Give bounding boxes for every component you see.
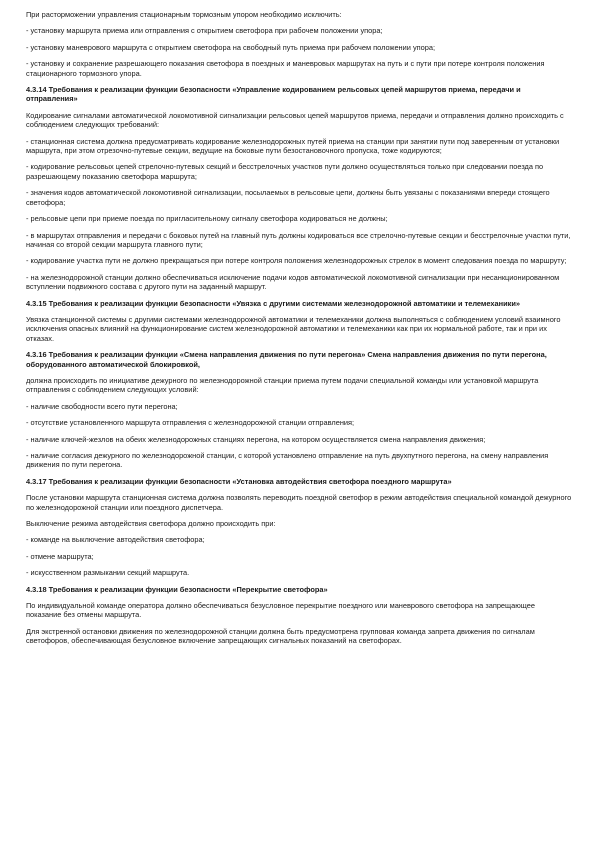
list-item: - установку маневрового маршрута с открытием светофора на свободный путь приема при рабочем положении упора; xyxy=(26,42,436,52)
list-item: - наличие согласия дежурного по железнодорожной станции, с которой установлено отправление на путь двухпутного перегона, на смену направления движения по пути перегона. xyxy=(26,451,549,470)
section-heading-4-3-16: 4.3.16 Требования к реализации функции «Смена направления движения по пути перегона» Смена направления движения по пути перегона, оборудованного автоматической блокировкой, xyxy=(26,350,547,369)
list-item: - кодирование участка пути не должно прекращаться при потере контроля положения железнодорожных стрелок в момент следования поезда по маршруту; xyxy=(26,256,567,266)
list-item: - на железнодорожной станции должно обеспечиваться исключение подачи кодов автоматической локомотивной сигнализации при несанкционированном вступлении подвижного состава с другого пути на заданный маршрут. xyxy=(26,272,560,292)
paragraph: Кодирование сигналами автоматической локомотивной сигнализации рельсовых цепей маршрутов приема, передачи и отправления должно происходить с соблюдением следующих требований: xyxy=(26,110,564,130)
paragraph: По индивидуальной команде оператора должно обеспечиваться безусловное перекрытие поездного или маневрового светофора на запрещающее показание без отмены маршрута. xyxy=(26,601,535,620)
paragraph: Выключение режима автодействия светофора должно происходить при: xyxy=(26,519,276,529)
list-item: - кодирование рельсовых цепей стрелочно-путевых секций и бесстрелочных участков пути должно осуществляться только при следовании поезда по разрешающему показанию светофора маршрута; xyxy=(26,162,544,181)
section-heading-4-3-14: 4.3.14 Требования к реализации функции безопасности «Управление кодированием рельсовых цепей маршрутов приема, передачи и отправления» xyxy=(26,85,521,104)
paragraph: При расторможении управления стационарным тормозным упором необходимо исключить: xyxy=(26,10,342,19)
list-item: - команде на выключение автодействия светофора; xyxy=(26,535,205,545)
list-item: - отмене маршрута; xyxy=(26,551,94,561)
paragraph: Увязка станционной системы с другими системами железнодорожной автоматики и телемеханики должна выполняться с соблюдением условий взаимного исключения опасных влияний на функционирование систем железнодорожной автоматики и телемеханики как при их нормальной работе, так и при их отказах. xyxy=(26,314,561,343)
list-item: - отсутствие установленного маршрута отправления с железнодорожной станции отправления; xyxy=(26,418,355,428)
document-page xyxy=(26,10,572,836)
paragraph: После установки маршрута станционная система должна позволять переводить поездной светофор в режим автодействия специальной командой дежурного по железнодорожной станции или поездного диспетчера. xyxy=(26,493,572,512)
list-item: - наличие свободности всего пути перегона; xyxy=(26,401,178,411)
section-heading-4-3-18: 4.3.18 Требования к реализации функции безопасности «Перекрытие светофора» xyxy=(26,584,328,594)
list-item: - установку и сохранение разрешающего показания светофора в поездных и маневровых маршрутах на путь и с пути при потере контроля положения стационарного тормозного упора. xyxy=(26,59,545,78)
list-item: - искусственном размыкании секций маршрута. xyxy=(26,568,190,578)
list-item: - в маршрутах отправления и передачи с боковых путей на главный путь должны кодироваться все стрелочно-путевые секции и бесстрелочные участки пути, начиная со второй секции маршрута главного пути; xyxy=(26,230,571,249)
section-heading-4-3-17: 4.3.17 Требования к реализации функции безопасности «Установка автодействия светофора поездного маршрута» xyxy=(26,476,452,486)
list-item: - наличие ключей-жезлов на обеих железнодорожных станциях перегона, на котором осуществляется смена направления движения; xyxy=(26,434,486,444)
paragraph: должна происходить по инициативе дежурного по железнодорожной станции приема путем подачи специальной команды или установкой маршрута отправления с соблюдением следующих условий: xyxy=(26,375,539,395)
list-item: - рельсовые цепи при приеме поезда по пригласительному сигналу светофора кодироваться не должны; xyxy=(26,214,388,224)
list-item: - установку маршрута приема или отправления с открытием светофора при рабочем положении упора; xyxy=(26,26,383,36)
paragraph: Для экстренной остановки движения по железнодорожной станции должна быть предусмотрена групповая команда запрета движения по сигналам светофоров, обеспечивающая безусловное включение запрещающих сигнальных показаний на светофорах. xyxy=(26,626,535,646)
section-heading-4-3-15: 4.3.15 Требования к реализации функции безопасности «Увязка с другими системами железнодорожной автоматики и телемеханики» xyxy=(26,298,520,308)
list-item: - станционная система должна предусматривать кодирование железнодорожных путей приема на станции при занятии пути под заверенным от установки маршрута, при этом отрезочно-путевые секции, ведущие на боковые пути безостановочного пропуска, тоже кодируются; xyxy=(26,136,560,156)
list-item: - значения кодов автоматической локомотивной сигнализации, посылаемых в рельсовые цепи, должны быть увязаны с показаниями впереди стоящего светофора; xyxy=(26,188,550,207)
